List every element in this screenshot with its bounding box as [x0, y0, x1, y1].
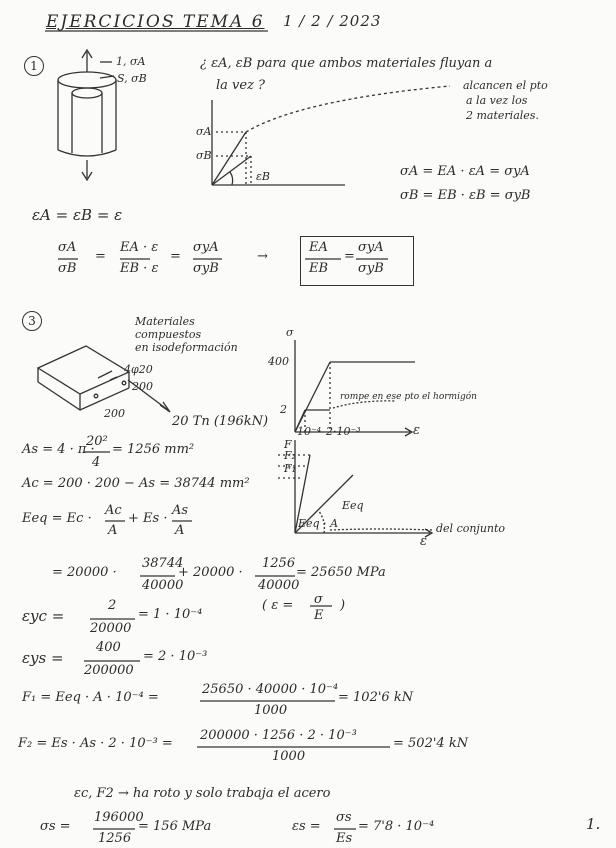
as-formula-den: 4 [92, 455, 101, 470]
eys-num: 400 [96, 640, 121, 655]
sigma-s-start: σs = [40, 819, 71, 834]
plot2-slope: Eeq [342, 499, 364, 512]
plot1-annotation: rompe en ese pto el hormigón [340, 392, 477, 402]
box-den-2: σyB [358, 261, 384, 276]
sigma-s-num: 196000 [94, 810, 144, 825]
side-note-2: a la vez los [466, 94, 528, 107]
plot1-y-2: 2 [280, 403, 287, 416]
plot2-slope-label: Eeq · A [298, 517, 339, 530]
ac-formula: Ac = 200 · 200 − As = 38744 mm² [22, 476, 250, 491]
plot1-sigma: σ [286, 326, 294, 339]
page-date: 1 / 2 / 2023 [283, 12, 382, 30]
f1-den: 1000 [254, 703, 288, 718]
note-line-2: compuestos [135, 328, 202, 341]
side-note-3: 2 materiales. [466, 109, 539, 122]
axis-eps-b: εB [256, 170, 270, 183]
eeq-value-num-1: 38744 [142, 556, 184, 571]
cylinder-top [58, 72, 116, 88]
exercise-1-number: 1 [24, 56, 44, 76]
eeq-den-2: A [175, 523, 185, 538]
eyc-num: 2 [108, 598, 117, 613]
side-note-1: alcancen el pto [463, 79, 548, 92]
f2-result: = 502'4 kN [393, 736, 469, 751]
ratio-num-2: EA · ε [120, 240, 159, 255]
force-label-b: S, σB [117, 72, 147, 85]
eeq-value-den-2: 40000 [258, 578, 300, 593]
ratio-den-3: σyB [193, 261, 219, 276]
plot1-x-2: 2·10⁻³ [326, 425, 361, 438]
eys-den: 200000 [84, 663, 134, 678]
box-num-2: σyA [358, 240, 384, 255]
eps-s-den: Es [336, 831, 353, 846]
plot2-y-f2: F₂ [284, 449, 297, 462]
eys-result: = 2 · 10⁻³ [143, 649, 208, 664]
plot1-x-1: 10⁻⁴ [297, 425, 322, 438]
eeq-mid: + Es · [128, 511, 168, 526]
equal-strain: εA = εB = ε [32, 206, 123, 224]
eyc-start: εyc = [22, 607, 65, 625]
as-formula-start: As = 4 · π · [22, 442, 95, 457]
eeq-num-2: As [172, 503, 189, 518]
eeq-value-result: = 25650 MPa [296, 565, 386, 580]
sigma-s-result: = 156 MPa [138, 819, 212, 834]
ratio-den-1: σB [58, 261, 77, 276]
eps-s-start: εs = [292, 819, 321, 834]
conclusion: εc, F2 → ha roto y solo trabaja el acero [74, 786, 331, 801]
plot2-y-f1: F₁ [284, 462, 297, 475]
hooke-b: σB = EB · εB = σyB [400, 188, 531, 203]
f2-num: 200000 · 1256 · 2 · 10⁻³ [200, 728, 357, 743]
eps-s-num: σs [336, 810, 352, 825]
equals-1: = [95, 249, 106, 264]
axis-sigma-a: σA [196, 125, 212, 138]
question-line-1: ¿ εA, εB para que ambos materiales fluyan a [200, 56, 493, 71]
plot2-eps: ε [420, 534, 427, 549]
plot2-y-f: F [284, 438, 292, 451]
eeq-value-den-1: 40000 [142, 578, 184, 593]
f2-start: F₂ = Es · As · 2 · 10⁻³ = [18, 736, 173, 751]
ratio-num-1: σA [58, 240, 77, 255]
box-den-1: EB [309, 261, 329, 276]
equals-2: = [170, 249, 181, 264]
force-label-a: 1, σA [116, 55, 146, 68]
f1-result: = 102'6 kN [338, 690, 414, 705]
axis-sigma-b: σB [196, 149, 212, 162]
plot1-eps: ε [413, 423, 420, 438]
applied-load: 20 Tn (196kN) [172, 414, 269, 429]
eyc-paren-num: σ [314, 592, 323, 607]
f2-den: 1000 [272, 749, 306, 764]
implies-arrow: → [257, 249, 268, 264]
eyc-result: = 1 · 10⁻⁴ [138, 607, 203, 622]
eyc-paren-den: E [314, 608, 324, 623]
note-line-1: Materiales [135, 315, 195, 328]
plot2-annotation: del conjunto [436, 522, 506, 535]
equals-3: = [344, 249, 355, 264]
eeq-den-1: A [108, 523, 118, 538]
eys-start: εys = [22, 649, 64, 667]
as-formula-num: 20² [86, 434, 108, 449]
eyc-paren-open: ( ε = [262, 598, 294, 613]
plot1-y-400: 400 [268, 355, 289, 368]
as-formula-result: = 1256 mm² [112, 442, 195, 457]
exercise-3-number: 3 [22, 311, 42, 331]
sigma-s-den: 1256 [98, 831, 132, 846]
bar-label-rebars: 4φ20 [124, 363, 153, 376]
f1-num: 25650 · 40000 · 10⁻⁴ [202, 682, 339, 697]
question-line-2: la vez ? [216, 78, 266, 93]
hooke-a: σA = EA · εA = σyA [400, 164, 530, 179]
eeq-formula-start: Eeq = Ec · [22, 511, 92, 526]
eyc-den: 20000 [90, 621, 132, 636]
note-line-3: en isodeformación [135, 341, 238, 354]
eeq-value-num-2: 1256 [262, 556, 296, 571]
eeq-value-start: = 20000 · [52, 565, 117, 580]
eyc-paren-close: ) [340, 598, 346, 613]
ratio-den-2: EB · ε [120, 261, 159, 276]
ratio-num-3: σyA [193, 240, 219, 255]
bar-label-depth: 200 [104, 407, 125, 420]
page-number: 1. [586, 815, 601, 833]
bar-label-width: 200 [132, 380, 153, 393]
eeq-value-mid: + 20000 · [178, 565, 243, 580]
eps-s-result: = 7'8 · 10⁻⁴ [358, 819, 435, 834]
eeq-num-1: Ac [105, 503, 122, 518]
box-num-1: EA [309, 240, 328, 255]
f1-start: F₁ = Eeq · A · 10⁻⁴ = [22, 690, 159, 705]
page-title: EJERCICIOS TEMA 6 [46, 12, 265, 32]
